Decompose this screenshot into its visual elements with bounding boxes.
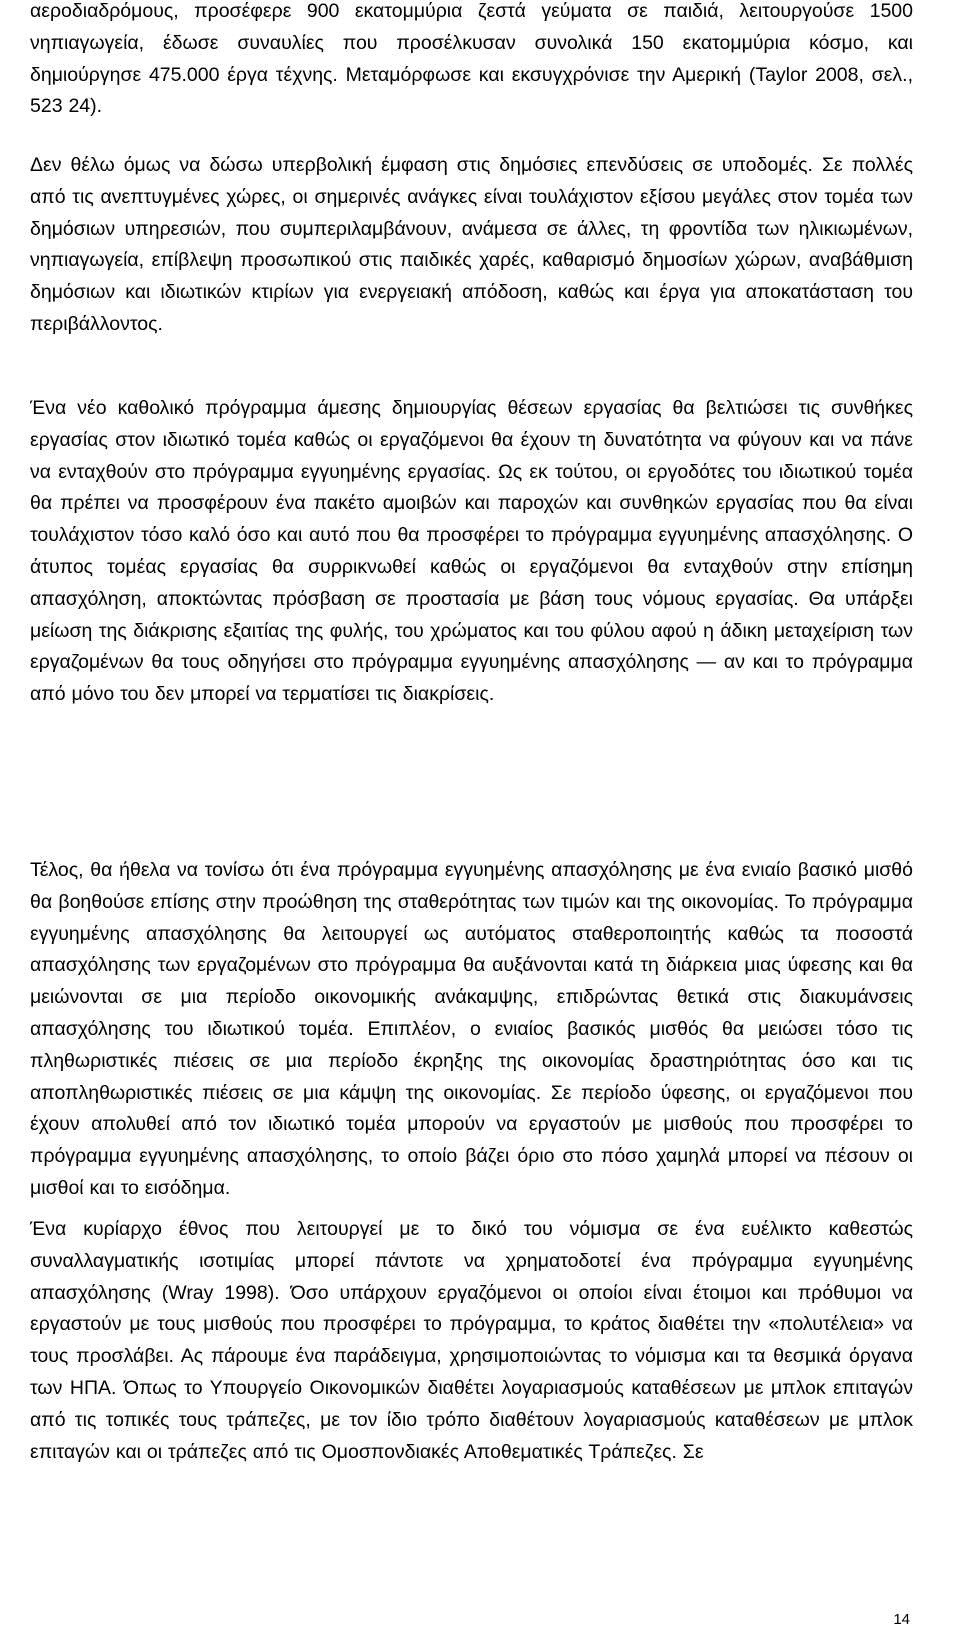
paragraph-job-creation [30, 393, 913, 711]
sentence: Ο άτυπος τομέας εργασίας θα συρρικνωθεί καθώς οι εργαζόμενοι θα ενταχθούν στην επίσημη απασχόληση, αποκτώντας πρόσβαση σε προστασία με βάση τους νόμους εργασίας. [30, 524, 913, 610]
sentence: Το πρόγραμμα εγγυημένης απασχόλησης θα λειτουργεί ως αυτόματος σταθεροποιητής καθώς τα ποσοστά απασχόλησης των εργαζομένων στο πρόγραμμα θα αυξάνονται κατά τη διάρκεια μιας ύφεσης και θα μειώνονται σε μια περίοδο οικονομικής ανάκαμψης, επιδρώντας θετικά στις διακυμάνσεις απασχόλησης του ιδιωτικού τομέα. [30, 890, 913, 1040]
sentence: Ένα νέο καθολικό πρόγραμμα άμεσης δημιουργίας θέσεων εργασίας θα βελτιώσει τις συνθήκες εργασίας στον ιδιωτικό τομέα καθώς οι εργαζόμενοι θα έχουν τη δυνατότητα να φύγουν και να πάνε να ενταχθούν στο πρόγραμμα εγγυημένης εργασίας. [30, 397, 913, 483]
paragraph-infrastructure [30, 150, 913, 341]
sentence: Δεν θέλω όμως να δώσω υπερβολική έμφαση στις δημόσιες επενδύσεις σε υποδομές. [30, 154, 813, 176]
sentence: Όσο υπάρχουν εργαζόμενοι οι οποίοι είναι έτοιμοι και πρόθυμοι να εργαστούν με τους μισθούς που προσφέρει το πρόγραμμα, το κράτος διαθέτει την «πολυτέλεια» να τους προσλάβει. [30, 1281, 913, 1368]
sentence: Ας πάρουμε ένα παράδειγμα, χρησιμοποιώντας το νόμισμα και τα θεσμικά όργανα των ΗΠΑ. [30, 1345, 913, 1399]
sentence: Σε περίοδο ύφεσης, οι εργαζόμενοι που έχουν απολυθεί από τον ιδιωτικό τομέα μπορούν να εργαστούν με μισθούς που προσφέρει το πρόγραμμα εγγυημένης απασχόλησης, το οποίο βάζει όριο στο πόσο χαμηλά μπορεί να πέσουν οι μισθοί και το εισόδημα. [30, 1081, 913, 1199]
sentence: αεροδιαδρόμους, προσέφερε 900 εκατομμύρια ζεστά γεύματα σε παιδιά, λειτουργούσε 1500 νηπιαγωγεία, έδωσε συναυλίες που προσέλκυσαν συνολικά 150 εκατομμύρια κόσμο, και δημιούργησε 475.000 έργα τέχνης. Μεταμόρφωσε και εκσυγχρόνισε την Αμερική (Taylor 2008, σελ., 523 24). [30, 0, 913, 118]
paragraph-minimum-wage [30, 855, 913, 1205]
sentence: Τέλος, θα ήθελα να τονίσω ότι ένα πρόγραμμα εγγυημένης απασχόλησης με ένα ενιαίο βασικό μισθό θα βοηθούσε επίσης στην προώθηση της σταθερότητας των τιμών και της οικονομίας. [30, 859, 913, 913]
sentence: Σε πολλές από τις ανεπτυγμένες χώρες, οι σημερινές ανάγκες είναι τουλάχιστον εξίσου μεγάλες στον τομέα των δημόσιων υπηρεσιών, που συμπεριλαμβάνουν, ανάμεσα σε άλλες, τη φροντίδα των ηλικιωμένων, νηπιαγωγεία, επίβλεψη προσωπικού στις παιδικές χαρές, καθαρισμό δημοσίων χώρων, αναβάθμιση δημόσιων και ιδιωτικών κτιρίων για ενεργειακή απόδοση, καθώς και έργα για αποκατάσταση του περιβάλλοντος. [30, 154, 913, 335]
paragraph-continuation [30, 0, 913, 123]
page-number: 14 [893, 1611, 910, 1628]
sentence: Όπως το Υπουργείο Οικονομικών διαθέτει λογαριασμούς καταθέσεων με μπλοκ επιταγών από τις τοπικές τους τράπεζες, με τον ίδιο τρόπο διαθέτουν λογαριασμούς καταθέσεων με μπλοκ επιταγών και οι τράπεζες από τις Ομοσπονδιακές Αποθεματικές Τράπεζες. Σε [30, 1376, 913, 1463]
sentence: Επιπλέον, ο ενιαίος βασικός μισθός θα μειώσει τόσο τις πληθωριστικές πιέσεις σε μια περίοδο έκρηξης της οικονομίας δραστηριότητας όσο και τις αποπληθωριστικές πιέσεις σε μια κάμψη της οικονομίας. [30, 1017, 913, 1104]
sentence: Θα υπάρξει μείωση της διάκρισης εξαιτίας της φυλής, του χρώματος και του φύλου αφού η άδικη μεταχείριση των εργαζομένων θα τους οδηγήσει στο πρόγραμμα εγγυημένης απασχόλησης — αν και το πρόγραμμα από μόνο του δεν μπορεί να τερματίσει τις διακρίσεις. [30, 587, 913, 706]
sentence: Ένα κυρίαρχο έθνος που λειτουργεί με το δικό του νόμισμα σε ένα ευέλικτο καθεστώς συναλλαγματικής ισοτιμίας μπορεί πάντοτε να χρηματοδοτεί ένα πρόγραμμα εγγυημένης απασχόλησης (Wray 1998). [30, 1218, 913, 1304]
sentence: Ως εκ τούτου, οι εργοδότες του ιδιωτικού τομέα θα πρέπει να προσφέρουν ένα πακέτο αμοιβών και παροχών και συνθηκών εργασίας που θα είναι τουλάχιστον τόσο καλό όσο και αυτό που θα προσφέρει το πρόγραμμα εγγυημένης απασχόλησης. [30, 460, 913, 547]
paragraph-sovereign-nation [30, 1214, 913, 1468]
